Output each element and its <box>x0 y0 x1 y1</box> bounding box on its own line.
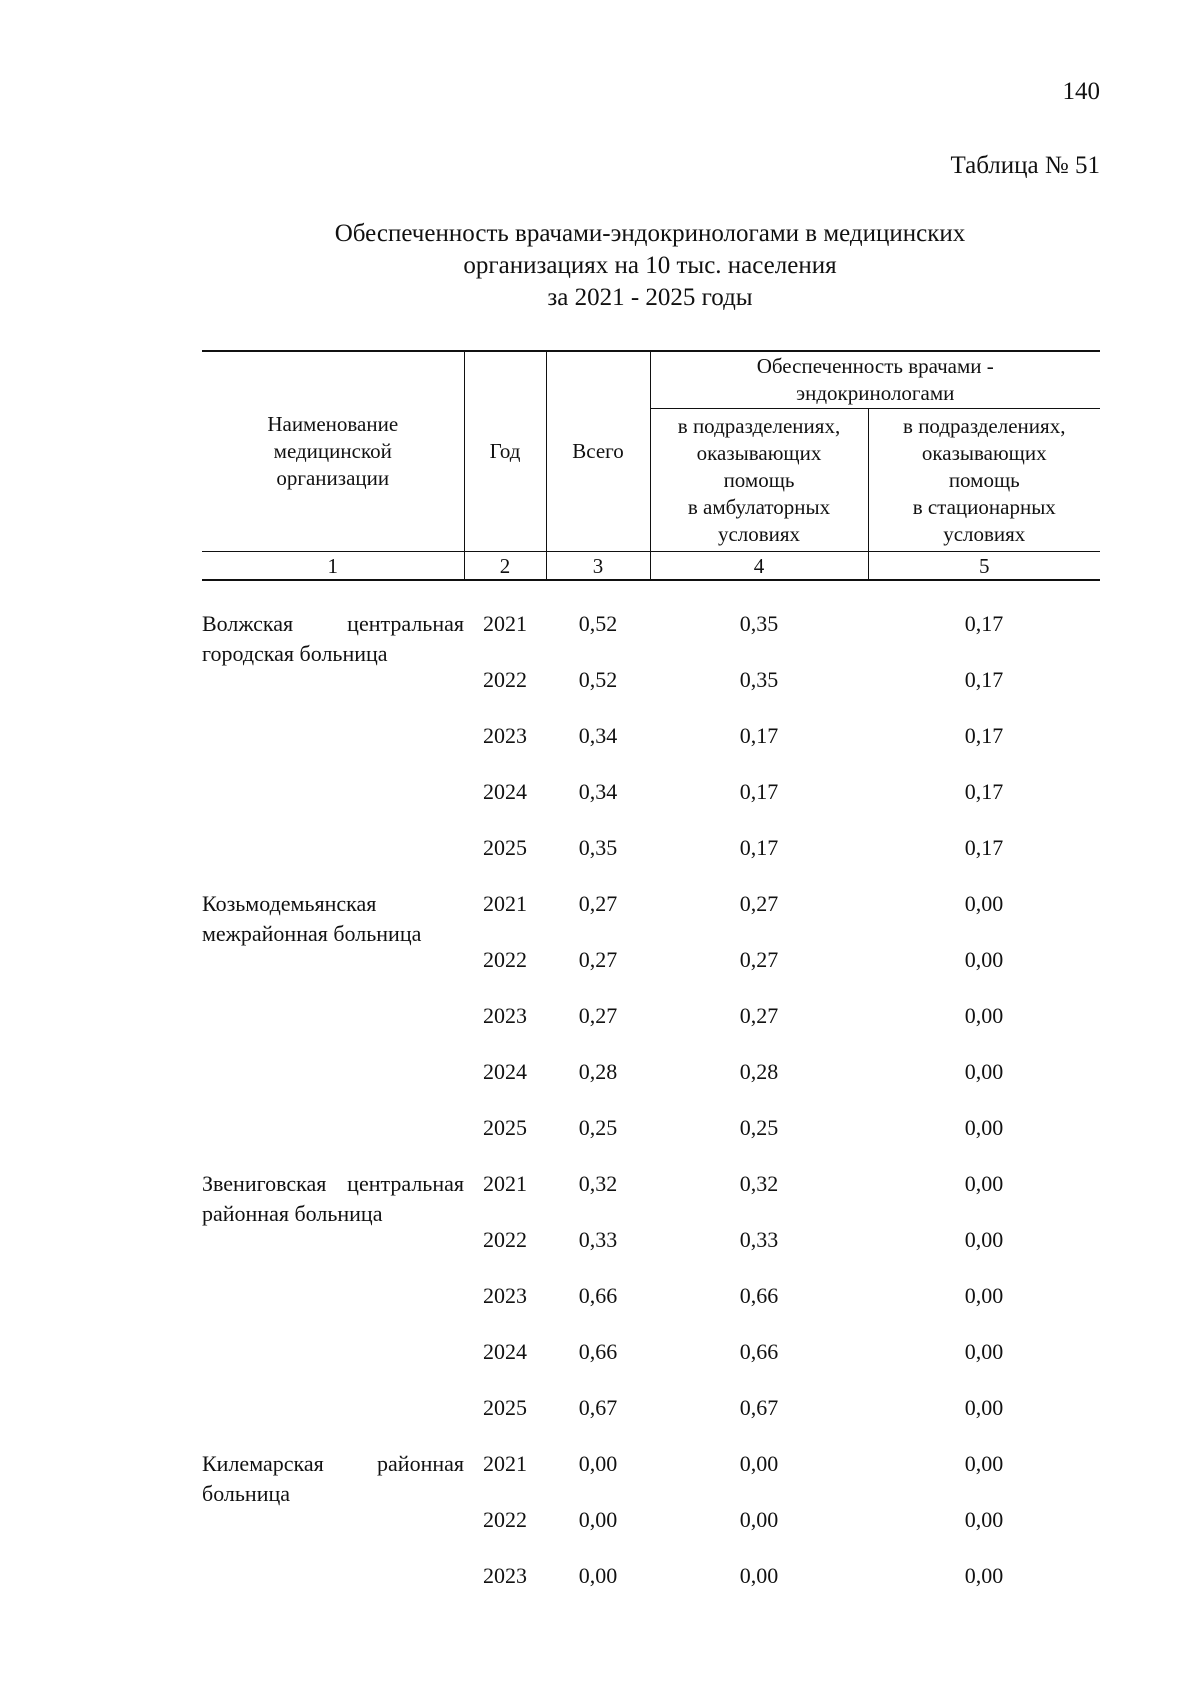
total-cell: 0,35 <box>578 835 618 860</box>
ambulatory-cell: 0,32 <box>739 1171 779 1196</box>
header-org-name: Наименование медицинской организации <box>202 351 464 552</box>
total-cell: 0,67 <box>578 1395 618 1420</box>
inpatient-cell: 0,17 <box>964 779 1004 804</box>
total-cell: 0,34 <box>578 779 618 804</box>
organization-name: Волжская центральная городская больница <box>202 611 464 666</box>
ambulatory-cell: 0,25 <box>739 1115 779 1140</box>
page-number: 140 <box>1062 78 1100 105</box>
total-cell: 0,00 <box>578 1451 618 1476</box>
year-cell: 2022 <box>483 947 527 972</box>
table-title <box>200 218 1100 314</box>
ambulatory-cell: 0,27 <box>739 947 779 972</box>
total-cell: 0,27 <box>578 1003 618 1028</box>
ambulatory-cell: 0,27 <box>739 891 779 916</box>
organization-name: Килемарская районная больница <box>202 1451 464 1506</box>
total-cell: 0,52 <box>578 611 618 636</box>
ambulatory-cell: 0,00 <box>739 1451 779 1476</box>
ambulatory-cell: 0,17 <box>739 779 779 804</box>
total-cell: 0,00 <box>578 1563 618 1588</box>
title-line: за 2021 - 2025 годы <box>547 284 753 311</box>
year-cell: 2025 <box>483 1115 527 1140</box>
total-cell: 0,27 <box>578 947 618 972</box>
ambulatory-cell: 0,17 <box>739 835 779 860</box>
ambulatory-cell: 0,00 <box>739 1563 779 1588</box>
inpatient-cell: 0,00 <box>964 1227 1004 1252</box>
inpatient-cell: 0,17 <box>964 667 1004 692</box>
inpatient-cell: 0,17 <box>964 723 1004 748</box>
organization-name: Звениговская центральная районная больница <box>202 1171 464 1226</box>
ambulatory-cell: 0,66 <box>739 1283 779 1308</box>
organization-name: Козьмодемьянская межрайонная больница <box>202 891 422 946</box>
header-ambulatory: в подразделениях, оказывающих помощь в амбулаторных условиях <box>650 409 868 552</box>
inpatient-cell: 0,00 <box>964 1115 1004 1140</box>
total-cell: 0,00 <box>578 1507 618 1532</box>
title-line: Обеспеченность врачами-эндокринологами в медицинских <box>334 220 966 247</box>
ambulatory-cell: 0,33 <box>739 1227 779 1252</box>
inpatient-cell: 0,00 <box>964 1395 1004 1420</box>
endocrinologist-supply-table <box>202 350 1100 1617</box>
year-cell: 2021 <box>483 891 527 916</box>
year-cell: 2021 <box>483 611 527 636</box>
year-cell: 2024 <box>483 779 527 804</box>
total-cell: 0,52 <box>578 667 618 692</box>
year-cell: 2024 <box>483 1059 527 1084</box>
inpatient-cell: 0,00 <box>964 1339 1004 1364</box>
header-total: Всего <box>546 351 650 552</box>
year-cell: 2023 <box>483 1003 527 1028</box>
inpatient-cell: 0,00 <box>964 1507 1004 1532</box>
ambulatory-cell: 0,27 <box>739 1003 779 1028</box>
inpatient-cell: 0,00 <box>964 947 1004 972</box>
year-cell: 2022 <box>483 1507 527 1532</box>
title-line: организациях на 10 тыс. населения <box>463 252 837 279</box>
ambulatory-cell: 0,67 <box>739 1395 779 1420</box>
inpatient-cell: 0,00 <box>964 1003 1004 1028</box>
column-number: 4 <box>650 552 868 581</box>
column-number: 2 <box>464 552 546 581</box>
table-body <box>202 580 1100 1617</box>
total-cell: 0,28 <box>578 1059 618 1084</box>
table-row <box>202 889 1100 945</box>
year-cell: 2023 <box>483 1283 527 1308</box>
year-cell: 2023 <box>483 723 527 748</box>
year-cell: 2022 <box>483 667 527 692</box>
ambulatory-cell: 0,35 <box>739 611 779 636</box>
spacer-row <box>202 580 1100 609</box>
header-supply-group: Обеспеченность врачами - эндокринологами <box>650 351 1100 409</box>
table-row <box>202 609 1100 665</box>
ambulatory-cell: 0,00 <box>739 1507 779 1532</box>
total-cell: 0,25 <box>578 1115 618 1140</box>
table-label: Таблица № 51 <box>950 152 1100 179</box>
year-cell: 2024 <box>483 1339 527 1364</box>
year-cell: 2025 <box>483 1395 527 1420</box>
inpatient-cell: 0,00 <box>964 1451 1004 1476</box>
column-number: 5 <box>868 552 1100 581</box>
inpatient-cell: 0,00 <box>964 1059 1004 1084</box>
column-number: 3 <box>546 552 650 581</box>
table-row <box>202 1169 1100 1225</box>
inpatient-cell: 0,00 <box>964 1563 1004 1588</box>
ambulatory-cell: 0,66 <box>739 1339 779 1364</box>
inpatient-cell: 0,00 <box>964 1283 1004 1308</box>
column-number: 1 <box>202 552 464 581</box>
inpatient-cell: 0,17 <box>964 835 1004 860</box>
header-year: Год <box>464 351 546 552</box>
total-cell: 0,34 <box>578 723 618 748</box>
header-inpatient: в подразделениях, оказывающих помощь в стационарных условиях <box>868 409 1100 552</box>
total-cell: 0,32 <box>578 1171 618 1196</box>
year-cell: 2023 <box>483 1563 527 1588</box>
table-row <box>202 1449 1100 1505</box>
ambulatory-cell: 0,35 <box>739 667 779 692</box>
year-cell: 2021 <box>483 1451 527 1476</box>
inpatient-cell: 0,00 <box>964 1171 1004 1196</box>
ambulatory-cell: 0,28 <box>739 1059 779 1084</box>
total-cell: 0,66 <box>578 1283 618 1308</box>
inpatient-cell: 0,17 <box>964 611 1004 636</box>
ambulatory-cell: 0,17 <box>739 723 779 748</box>
year-cell: 2021 <box>483 1171 527 1196</box>
year-cell: 2025 <box>483 835 527 860</box>
total-cell: 0,27 <box>578 891 618 916</box>
total-cell: 0,66 <box>578 1339 618 1364</box>
spacer-cell <box>202 580 1100 609</box>
total-cell: 0,33 <box>578 1227 618 1252</box>
inpatient-cell: 0,00 <box>964 891 1004 916</box>
year-cell: 2022 <box>483 1227 527 1252</box>
